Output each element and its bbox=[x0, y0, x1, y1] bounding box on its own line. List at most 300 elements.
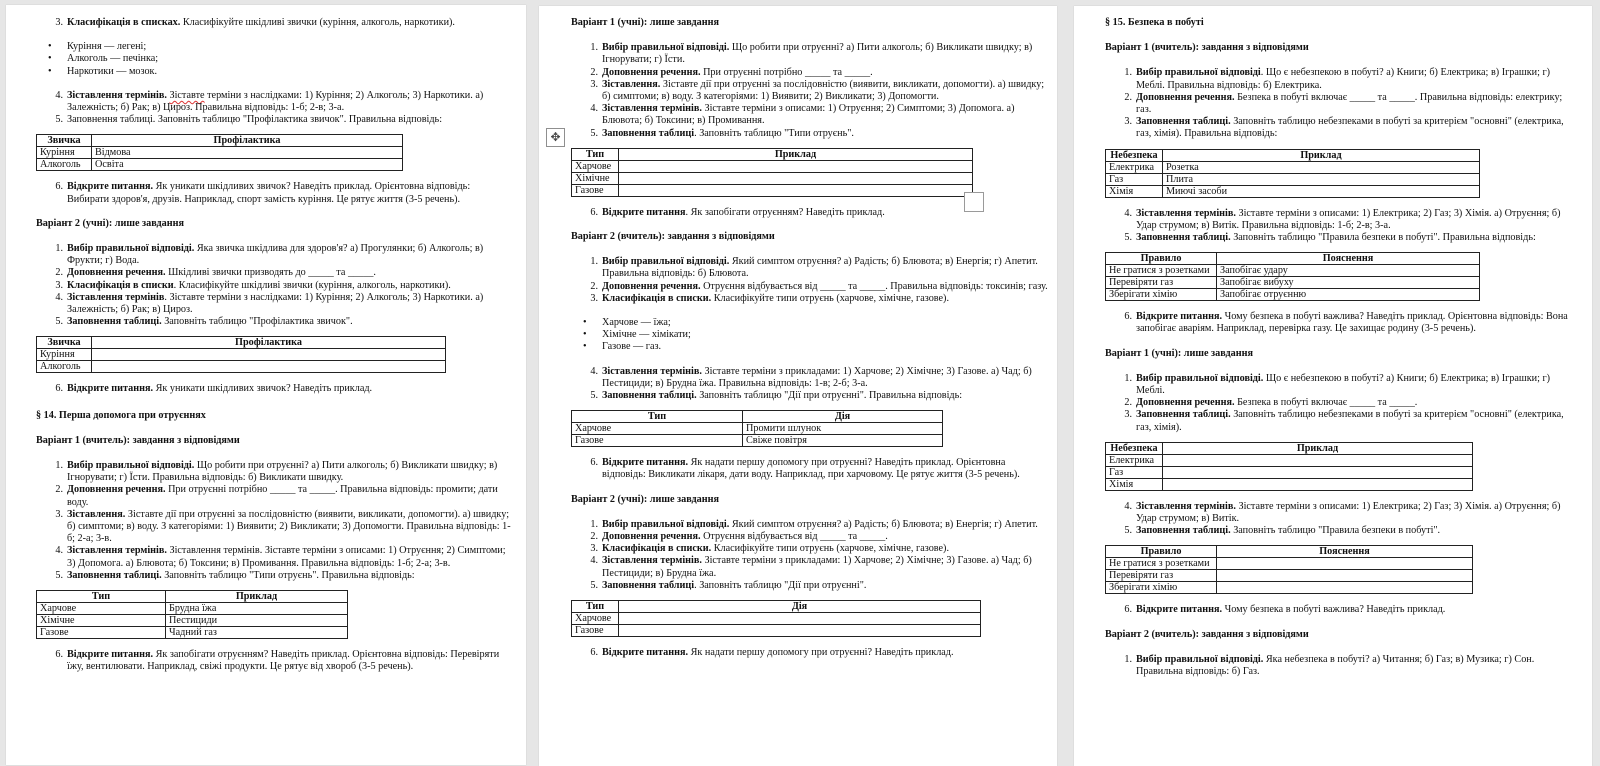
task-list bbox=[571, 42, 1051, 140]
item-number: 4. bbox=[55, 545, 63, 557]
table-cell[interactable]: Харчове bbox=[37, 603, 166, 615]
section-heading: § 14. Перша допомога при отруєннях bbox=[36, 409, 206, 421]
task-label: Зіставлення термінів. bbox=[1136, 207, 1236, 219]
task-item bbox=[55, 279, 511, 292]
task-item bbox=[1124, 397, 1570, 409]
task-list bbox=[1105, 67, 1570, 140]
task-item bbox=[590, 457, 1051, 481]
bullet-list bbox=[36, 41, 511, 78]
task-item bbox=[1124, 500, 1570, 525]
table-cell[interactable]: Електрика bbox=[1106, 454, 1163, 466]
task-label: Доповнення речення. bbox=[67, 484, 166, 496]
task-item bbox=[590, 579, 1051, 592]
variant-heading: Варіант 1 (учні): лише завдання bbox=[1105, 347, 1253, 359]
table-cell[interactable] bbox=[1163, 478, 1473, 490]
task-list bbox=[571, 207, 1051, 219]
task-text: Зіставлення термінів. Зіставте терміни з описами: 1) Отруєння; 2) Симптоми; 3) Допомога. а) Блювота; б) Токсини; в) Промивання. Правильна відповідь: 1-б; 2-а; 3-в. bbox=[67, 545, 506, 569]
task-label: Зіставлення термінів. bbox=[602, 365, 702, 377]
table-header: Приклад bbox=[619, 148, 973, 160]
task-text: Класифікуйте типи отруєнь (харчове, хімічне, газове). bbox=[711, 543, 949, 555]
table-cell[interactable]: Хімічне bbox=[572, 172, 619, 184]
table-cell[interactable]: Запобігає вибуху bbox=[1217, 277, 1480, 289]
task-text: Зіставте терміни з описами: 1) Електрика; 2) Газ; 3) Хімія. а) Отруєння; б) Удар струмом; в) Витік. Правильна відповідь: 1-б; 2-в; 3-а. bbox=[1136, 207, 1561, 231]
table-cell[interactable]: Освіта bbox=[92, 159, 403, 171]
variant-heading: Варіант 2 (вчитель): завдання з відповідями bbox=[571, 231, 775, 243]
table-row bbox=[1106, 570, 1473, 582]
task-text: . Класифікуйте шкідливі звички (куріння, алкоголь, наркотики). bbox=[173, 279, 451, 291]
spellcheck-word[interactable]: Зіставте bbox=[169, 89, 205, 101]
task-label: Вибір правильної відповіді. bbox=[602, 518, 730, 530]
task-item bbox=[55, 569, 511, 582]
hazards-blank-table bbox=[1105, 442, 1473, 491]
task-item bbox=[590, 365, 1051, 390]
table-cell[interactable]: Куріння bbox=[37, 349, 92, 361]
item-number: 5. bbox=[1124, 232, 1132, 244]
document-page-3 bbox=[1074, 6, 1592, 766]
item-number: 5. bbox=[1124, 525, 1132, 537]
task-text: Зіставте терміни з прикладами: 1) Харчове; 2) Хімічне; 3) Газове. а) Чад; б) Пестициди; в) Брудна їжа. Правильна відповідь: 1-в; 2-б; 3-а. bbox=[602, 365, 1032, 389]
task-list bbox=[36, 460, 511, 582]
table-cell[interactable] bbox=[619, 160, 973, 172]
table-cell[interactable]: Харчове bbox=[572, 160, 619, 172]
item-number: 1. bbox=[1124, 372, 1132, 384]
table-cell[interactable]: Газове bbox=[37, 627, 166, 639]
table-cell[interactable] bbox=[1163, 466, 1473, 478]
bullet-item: • Харчове — їжа; bbox=[602, 317, 1051, 329]
table-cell[interactable]: Перевіряти газ bbox=[1106, 570, 1217, 582]
table-row bbox=[1106, 161, 1480, 173]
table-row bbox=[1106, 454, 1473, 466]
table-header: Правило bbox=[1106, 546, 1217, 558]
bullet-item: • Алкоголь — печінка; bbox=[67, 53, 511, 65]
task-item bbox=[55, 484, 511, 508]
task-list bbox=[36, 181, 511, 205]
task-text: Заповніть таблицю "Профілактика звичок". bbox=[161, 316, 353, 328]
variant-heading: Варіант 1 (вчитель): завдання з відповідями bbox=[1105, 42, 1309, 54]
task-list bbox=[1105, 311, 1570, 335]
task-label: Класифікація в списки. bbox=[602, 543, 712, 555]
task-text: Безпека в побуті включає _____ та _____. bbox=[1234, 397, 1418, 409]
task-label: Заповнення таблиці bbox=[602, 127, 695, 139]
table-row bbox=[37, 147, 403, 159]
task-label: Заповнення таблиці. bbox=[67, 316, 162, 328]
task-label: Доповнення речення. bbox=[602, 280, 701, 292]
task-text: Що робити при отруєнні? а) Пити алкоголь; б) Викликати швидку; в) Ігнорувати; г) Їсти. Правильна відповідь: б) Викликати швидку. bbox=[67, 460, 498, 484]
table-row bbox=[1106, 289, 1480, 301]
task-text: Чому безпека в побуті важлива? Наведіть приклад. bbox=[1222, 604, 1446, 616]
task-item bbox=[55, 545, 511, 569]
task-item bbox=[590, 543, 1051, 555]
task-item bbox=[590, 256, 1051, 280]
task-text: . Зіставте терміни з наслідками: 1) Куріння; 2) Алкоголь; 3) Наркотики. а) Залежність; б) Рак; в) Цироз. bbox=[67, 291, 484, 316]
task-list bbox=[36, 90, 511, 127]
table-cell[interactable] bbox=[1217, 558, 1473, 570]
task-text: . Як запобігати отруєнням? Наведіть приклад. bbox=[685, 206, 885, 218]
task-text: Як уникати шкідливих звичок? Наведіть приклад. bbox=[153, 383, 373, 395]
table-cell[interactable]: Газ bbox=[1106, 466, 1163, 478]
page-content bbox=[36, 17, 511, 674]
task-list bbox=[1105, 654, 1570, 678]
poisoning-actions-blank-table bbox=[571, 600, 981, 637]
table-cell[interactable]: Промити шлунок bbox=[743, 423, 943, 435]
task-label: Заповнення таблиці. bbox=[602, 390, 697, 402]
item-number: 4. bbox=[590, 365, 598, 377]
variant-heading: Варіант 1 (учні): лише завдання bbox=[571, 17, 719, 28]
task-label: Доповнення речення. bbox=[1136, 397, 1235, 409]
task-item bbox=[590, 127, 1051, 140]
task-item bbox=[55, 89, 511, 114]
task-item bbox=[590, 66, 1051, 79]
task-label: Заповнення таблиці. bbox=[67, 569, 162, 581]
table-header: Пояснення bbox=[1217, 546, 1473, 558]
item-number: 6. bbox=[590, 206, 598, 218]
task-item bbox=[1124, 91, 1570, 116]
item-number: 3. bbox=[590, 78, 598, 90]
task-label: Заповнення таблиці. bbox=[1136, 116, 1231, 128]
task-label: Зіставлення. bbox=[602, 78, 661, 90]
item-number: 4. bbox=[590, 555, 598, 567]
item-number: 3. bbox=[590, 292, 598, 304]
item-number: 6. bbox=[55, 181, 63, 193]
table-row bbox=[572, 184, 973, 196]
table-cell[interactable]: Харчове bbox=[572, 423, 743, 435]
poisoning-actions-answer-table bbox=[571, 410, 943, 447]
variant-heading: Варіант 2 (учні): лише завдання bbox=[571, 493, 719, 505]
task-item bbox=[55, 316, 511, 328]
task-list bbox=[36, 383, 511, 395]
task-label: Відкрите питання. bbox=[602, 647, 689, 659]
item-number: 2. bbox=[1124, 397, 1132, 409]
task-item bbox=[55, 181, 511, 205]
task-list bbox=[36, 649, 511, 673]
table-row bbox=[572, 435, 943, 447]
task-label: Зіставлення. bbox=[67, 508, 126, 520]
table-cell[interactable]: Харчове bbox=[572, 613, 619, 625]
task-text: Зіставте дії при отруєнні за послідовністю (виявити, викликати, допомогти). а) швидку; б) симптоми; в) воду. З категоріями: 1) Виявити; 2) Викликати; 3) Допомогти. Правильна відповідь: 1-б; 2-а; 3-в. bbox=[67, 508, 511, 545]
task-text: Як надати першу допомогу при отруєнні? Наведіть приклад. bbox=[688, 647, 954, 659]
task-text: Заповніть таблицю "Типи отруєнь". Правильна відповідь: bbox=[161, 569, 415, 581]
item-number: 1. bbox=[590, 256, 598, 268]
task-text: Що робити при отруєнні? а) Пити алкоголь; б) Викликати швидку; в) Ігнорувати; г) Їсти. bbox=[602, 42, 1033, 66]
table-row bbox=[37, 603, 348, 615]
task-item bbox=[590, 103, 1051, 127]
table-cell[interactable]: Брудна їжа bbox=[166, 603, 348, 615]
task-item bbox=[1124, 409, 1570, 433]
task-item bbox=[1124, 604, 1570, 616]
table-cell[interactable]: Зберігати хімію bbox=[1106, 289, 1217, 301]
bullet-item: • Наркотики — мозок. bbox=[67, 66, 511, 78]
task-label: Зіставлення термінів. bbox=[1136, 500, 1236, 512]
table-row bbox=[1106, 478, 1473, 490]
bullet-item: • Газове — газ. bbox=[602, 341, 1051, 353]
table-row bbox=[1106, 277, 1480, 289]
task-label: Відкрите питання. bbox=[67, 649, 154, 661]
task-label: Вибір правильної відповіді bbox=[1136, 67, 1261, 79]
task-label: Зіставлення термінів. bbox=[602, 103, 702, 115]
task-item bbox=[1124, 116, 1570, 140]
page-content bbox=[550, 17, 1051, 659]
table-cell[interactable]: Миючі засоби bbox=[1163, 185, 1480, 197]
item-number: 6. bbox=[55, 383, 63, 395]
task-text: Заповнення таблиці. Заповніть таблицю "Профілактика звичок". Правильна відповідь: bbox=[67, 114, 443, 126]
document-page-2 bbox=[539, 6, 1057, 766]
table-cell[interactable] bbox=[619, 172, 973, 184]
table-cell[interactable]: Хімія bbox=[1106, 478, 1163, 490]
table-cell[interactable]: Газове bbox=[572, 435, 743, 447]
task-item bbox=[1124, 232, 1570, 244]
task-text: Заповніть таблицю "Правила безпеки в побуті". Правильна відповідь: bbox=[1230, 232, 1536, 244]
item-number: 1. bbox=[1124, 653, 1132, 665]
task-item bbox=[590, 42, 1051, 66]
task-list bbox=[571, 519, 1051, 592]
table-header: Приклад bbox=[1163, 442, 1473, 454]
table-cell[interactable]: Алкоголь bbox=[37, 361, 92, 373]
table-row bbox=[572, 613, 981, 625]
item-number: 3. bbox=[1124, 409, 1132, 421]
task-item bbox=[590, 390, 1051, 402]
item-number: 6. bbox=[590, 647, 598, 659]
item-number: 6. bbox=[590, 457, 598, 469]
task-label: Зіставлення термінів. bbox=[67, 89, 167, 101]
item-number: 1. bbox=[1124, 67, 1132, 79]
poisoning-types-blank-table bbox=[571, 148, 973, 197]
task-item bbox=[55, 17, 511, 29]
task-list bbox=[571, 647, 1051, 659]
variant-heading: Варіант 2 (вчитель): завдання з відповідями bbox=[1105, 628, 1309, 640]
task-text: Яка звичка шкідлива для здоров'я? а) Прогулянки; б) Алкоголь; в) Фрукти; г) Вода. bbox=[67, 243, 484, 267]
task-item bbox=[590, 647, 1051, 659]
table-header: Правило bbox=[1106, 253, 1217, 265]
table-cell[interactable]: Електрика bbox=[1106, 161, 1163, 173]
task-text: терміни з наслідками: 1) Куріння; 2) Алкоголь; 3) Наркотики. а) Залежність; б) Рак; в) Цироз. Правильна відповідь: 1-б; 2-в; 3-а. bbox=[67, 89, 484, 114]
task-label: Вибір правильної відповіді. bbox=[602, 42, 730, 54]
task-text: При отруєнні потрібно _____ та _____. bbox=[700, 66, 873, 78]
item-number: 1. bbox=[590, 518, 598, 530]
table-cell[interactable]: Плита bbox=[1163, 173, 1480, 185]
item-number: 6. bbox=[1124, 311, 1132, 323]
task-label: Відкрите питання. bbox=[67, 181, 154, 193]
table-cell[interactable]: Хімічне bbox=[37, 615, 166, 627]
table-cell[interactable]: Запобігає удару bbox=[1217, 265, 1480, 277]
variant-heading: Варіант 1 (вчитель): завдання з відповідями bbox=[36, 434, 240, 446]
task-item bbox=[55, 649, 511, 673]
table-cell[interactable] bbox=[619, 184, 973, 196]
task-item bbox=[55, 114, 511, 126]
item-number: 3. bbox=[55, 17, 63, 28]
table-cell[interactable] bbox=[619, 613, 981, 625]
table-cell[interactable]: Розетка bbox=[1163, 161, 1480, 173]
task-label: Заповнення таблиці bbox=[602, 579, 695, 591]
table-cell[interactable] bbox=[1217, 582, 1473, 594]
item-number: 3. bbox=[590, 543, 598, 555]
task-item bbox=[1124, 653, 1570, 678]
item-number: 1. bbox=[55, 460, 63, 472]
table-header: Тип bbox=[37, 591, 166, 603]
task-text: Який симптом отруєння? а) Радість; б) Блювота; в) Енергія; г) Апетит. Правильна відповідь: б) Блювота. bbox=[602, 256, 1038, 280]
task-text: Зіставте терміни з описами: 1) Електрика; 2) Газ; 3) Хімія. а) Отруєння; б) Удар струмом; в) Витік. bbox=[1136, 500, 1561, 525]
table-header: Приклад bbox=[1163, 149, 1480, 161]
task-text: Отруєння відбувається від _____ та _____. bbox=[700, 531, 888, 543]
table-cell[interactable]: Свіже повітря bbox=[743, 435, 943, 447]
item-number: 2. bbox=[1124, 91, 1132, 103]
task-text: Заповніть таблицю "Правила безпеки в побуті". bbox=[1230, 525, 1441, 537]
task-list bbox=[36, 243, 511, 328]
table-row bbox=[37, 627, 348, 639]
task-item bbox=[590, 518, 1051, 531]
item-number: 5. bbox=[55, 114, 63, 126]
task-text: Чому безпека в побуті важлива? Наведіть приклад. Орієнтовна відповідь: Вона запобігає аваріям. Наприклад, перевірка газу. Це захищає родину (3-5 речень). bbox=[1136, 311, 1568, 335]
table-row bbox=[572, 172, 973, 184]
table-cell[interactable] bbox=[619, 625, 981, 637]
task-item bbox=[1124, 525, 1570, 537]
table-move-handle-icon[interactable]: ✥ bbox=[546, 128, 565, 147]
bullet-list bbox=[571, 317, 1051, 354]
task-label: Доповнення речення. bbox=[602, 531, 701, 543]
table-cell[interactable] bbox=[92, 349, 446, 361]
task-list bbox=[571, 366, 1051, 403]
task-label: Вибір правильної відповіді. bbox=[1136, 372, 1264, 384]
table-cell[interactable]: Газове bbox=[572, 184, 619, 196]
task-item bbox=[55, 291, 511, 316]
item-number: 3. bbox=[1124, 116, 1132, 128]
task-text: Шкідливі звички призводять до _____ та _____. bbox=[165, 267, 376, 279]
task-item bbox=[55, 267, 511, 279]
task-label: Заповнення таблиці. bbox=[1136, 232, 1231, 244]
hazards-answer-table bbox=[1105, 149, 1480, 198]
task-label: Класифікація в списки. bbox=[602, 292, 712, 304]
task-item bbox=[590, 531, 1051, 543]
task-text: . Заповніть таблицю "Типи отруєнь". bbox=[694, 127, 854, 139]
task-label: Класифікація в списках. bbox=[67, 17, 181, 28]
item-number: 4. bbox=[55, 291, 63, 303]
item-number: 2. bbox=[590, 280, 598, 292]
table-cell[interactable]: Запобігає отруєнню bbox=[1217, 289, 1480, 301]
table-cell[interactable] bbox=[1163, 454, 1473, 466]
task-item bbox=[1124, 67, 1570, 91]
table-cell[interactable]: Газове bbox=[572, 625, 619, 637]
task-list bbox=[36, 17, 511, 29]
table-header: Профілактика bbox=[92, 337, 446, 349]
table-cell[interactable]: Алкоголь bbox=[37, 159, 92, 171]
task-text: Зіставте терміни з прикладами: 1) Харчове; 2) Хімічне; 3) Газове. а) Чад; б) Пестициди; в) Брудна їжа. bbox=[602, 555, 1032, 579]
table-cell[interactable] bbox=[1217, 570, 1473, 582]
task-item bbox=[1124, 372, 1570, 397]
task-label: Зіставлення термінів. bbox=[67, 545, 167, 557]
task-label: Відкрите питання. bbox=[1136, 604, 1223, 616]
task-list bbox=[1105, 501, 1570, 538]
table-cell[interactable]: Газ bbox=[1106, 173, 1163, 185]
habits-answer-table bbox=[36, 134, 403, 171]
task-item bbox=[55, 460, 511, 484]
task-list bbox=[571, 457, 1051, 481]
table-header: Профілактика bbox=[92, 135, 403, 147]
bullet-item: • Хімічне — хімікати; bbox=[602, 329, 1051, 341]
table-header: Тип bbox=[572, 148, 619, 160]
task-label: Класифікація в списки bbox=[67, 279, 174, 291]
task-label: Зіставлення термінів bbox=[67, 291, 165, 303]
task-label: Зіставлення термінів. bbox=[602, 555, 702, 567]
task-label: Відкрите питання bbox=[602, 206, 686, 218]
table-header: Тип bbox=[572, 601, 619, 613]
item-number: 5. bbox=[55, 569, 63, 581]
page-content bbox=[1105, 17, 1570, 678]
item-number: 3. bbox=[55, 508, 63, 520]
task-text: Як уникати шкідливих звичок? Наведіть приклад. Орієнтовна відповідь: Вибирати здоров'я, друзів. Наприклад, спорт замість куріння. Це рятує життя (3-5 речень). bbox=[67, 181, 471, 205]
task-label: Відкрите питання. bbox=[1136, 311, 1223, 323]
item-number: 5. bbox=[55, 316, 63, 328]
table-row bbox=[572, 423, 943, 435]
table-row bbox=[572, 625, 981, 637]
item-number: 1. bbox=[55, 243, 63, 255]
item-number: 5. bbox=[590, 390, 598, 402]
task-item bbox=[590, 555, 1051, 579]
table-cell[interactable]: Відмова bbox=[92, 147, 403, 159]
item-number: 4. bbox=[55, 89, 63, 101]
item-number: 6. bbox=[55, 649, 63, 661]
item-number: 2. bbox=[590, 531, 598, 543]
task-label: Вибір правильної відповіді. bbox=[67, 460, 195, 472]
task-item bbox=[1124, 311, 1570, 335]
table-cell[interactable]: Куріння bbox=[37, 147, 92, 159]
table-row bbox=[37, 615, 348, 627]
task-text: Яка небезпека в побуті? а) Читання; б) Газ; в) Музика; г) Сон. Правильна відповідь: б) Газ. bbox=[1136, 653, 1535, 678]
item-number: 4. bbox=[1124, 500, 1132, 512]
table-row bbox=[37, 349, 446, 361]
table-header: Звичка bbox=[37, 135, 92, 147]
table-row bbox=[1106, 582, 1473, 594]
task-text: При отруєнні потрібно _____ та _____. Правильна відповідь: промити; дати воду. bbox=[67, 484, 498, 508]
task-text: Отруєння відбувається від _____ та _____. Правильна відповідь: токсинів; газу. bbox=[700, 280, 1048, 292]
task-text: . Що є небезпекою в побуті? а) Книги; б) Електрика; в) Іграшки; г) Меблі. Правильна відповідь: б) Електрика. bbox=[1136, 67, 1551, 91]
task-list bbox=[1105, 604, 1570, 616]
table-cell[interactable]: Пестициди bbox=[166, 615, 348, 627]
task-text: Заповніть таблицю небезпеками в побуті за критерієм "основні" (електрика, газ, хімія). bbox=[1136, 409, 1564, 433]
table-cell[interactable]: Не гратися з розетками bbox=[1106, 558, 1217, 570]
task-item bbox=[55, 508, 511, 546]
task-item bbox=[55, 383, 511, 395]
poisoning-types-answer-table bbox=[36, 590, 348, 639]
table-row bbox=[1106, 558, 1473, 570]
table-row bbox=[1106, 173, 1480, 185]
document-page-1 bbox=[6, 5, 526, 765]
item-number: 6. bbox=[1124, 604, 1132, 616]
task-item bbox=[590, 78, 1051, 103]
item-number: 4. bbox=[1124, 207, 1132, 219]
task-label: Доповнення речення. bbox=[602, 66, 701, 78]
bullet-item: • Куріння — легені; bbox=[67, 41, 511, 53]
item-number: 4. bbox=[590, 103, 598, 115]
table-cell[interactable]: Не гратися з розетками bbox=[1106, 265, 1217, 277]
table-header: Дія bbox=[619, 601, 981, 613]
task-item bbox=[590, 292, 1051, 305]
table-header: Звичка bbox=[37, 337, 92, 349]
table-row bbox=[1106, 185, 1480, 197]
task-label: Вибір правильної відповіді. bbox=[67, 243, 195, 255]
task-label: Заповнення таблиці. bbox=[1136, 409, 1231, 421]
table-header: Тип bbox=[572, 411, 743, 423]
table-cell[interactable] bbox=[92, 361, 446, 373]
table-row bbox=[1106, 466, 1473, 478]
table-cell[interactable]: Хімія bbox=[1106, 185, 1163, 197]
table-cell[interactable]: Чадний газ bbox=[166, 627, 348, 639]
table-cell[interactable]: Зберігати хімію bbox=[1106, 582, 1217, 594]
table-cell[interactable]: Перевіряти газ bbox=[1106, 277, 1217, 289]
table-row bbox=[37, 361, 446, 373]
task-text: Зіставте дії при отруєнні за послідовністю (виявити, викликати, допомогти). а) швидку; б) симптоми; в) воду. З категоріями: 1) Виявити; 2) Викликати; 3) Допомогти. bbox=[602, 78, 1045, 103]
item-number: 3. bbox=[55, 279, 63, 291]
item-number: 2. bbox=[55, 484, 63, 496]
task-text: Безпека в побуті включає _____ та _____. Правильна відповідь: електрику; газ. bbox=[1136, 91, 1563, 116]
